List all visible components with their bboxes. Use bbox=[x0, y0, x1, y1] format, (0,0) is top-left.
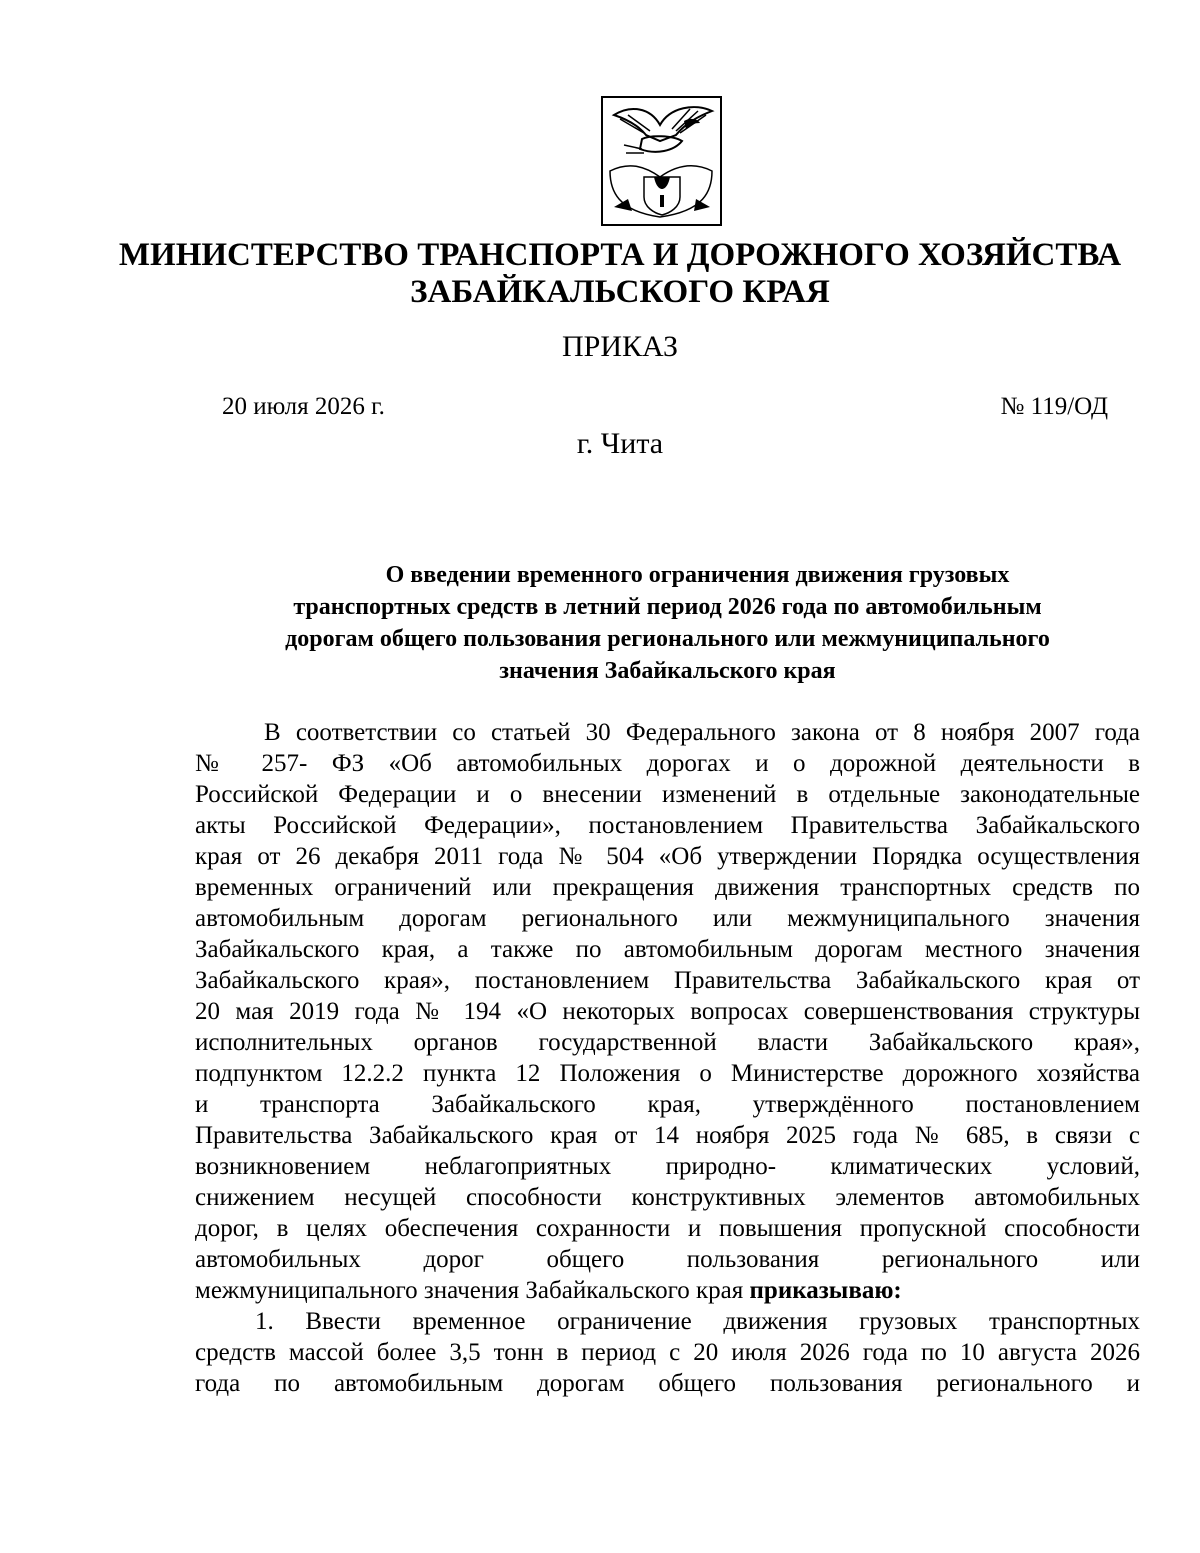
closing-text: межмуниципального значения Забайкальского края bbox=[195, 1277, 744, 1304]
item-1-line: 1. Ввести временное ограничение движения грузовых транспортных bbox=[255, 1308, 1140, 1335]
body-line: подпунктом 12.2.2 пункта 12 Положения о Министерстве дорожного хозяйства bbox=[195, 1060, 1140, 1087]
closing-bold: приказываю: bbox=[749, 1277, 902, 1304]
document-date: 20 июля 2026 г. bbox=[222, 393, 385, 420]
body-line: Забайкальского края», постановлением Правительства Забайкальского края от bbox=[195, 967, 1140, 994]
item-1-line: средств массой более 3,5 тонн в период с 20 июля 2026 года по 10 августа 2026 bbox=[195, 1339, 1140, 1366]
ministry-name-line-1: МИНИСТЕРСТВО ТРАНСПОРТА И ДОРОЖНОГО ХОЗЯЙСТВА bbox=[118, 237, 1122, 273]
body-line: Российской Федерации и о внесении изменений в отдельные законодательные bbox=[195, 781, 1140, 808]
document-city: г. Чита bbox=[576, 427, 664, 460]
body-line: исполнительных органов государственной власти Забайкальского края», bbox=[195, 1029, 1140, 1056]
closing-line bbox=[195, 1275, 1140, 1306]
body-line: Правительства Забайкальского края от 14 ноября 2025 года № 685, в связи с bbox=[195, 1122, 1140, 1149]
body-line: края от 26 декабря 2011 года № 504 «Об утверждении Порядка осуществления bbox=[195, 843, 1140, 870]
body-line: и транспорта Забайкальского края, утверждённого постановлением bbox=[195, 1091, 1140, 1118]
document-type: ПРИКАЗ bbox=[562, 330, 678, 363]
body-line: автомобильных дорог общего пользования регионального или bbox=[195, 1246, 1140, 1273]
order-title-line: О введении временного ограничения движения грузовых bbox=[385, 562, 1010, 588]
order-body bbox=[195, 717, 1140, 1399]
body-line: акты Российской Федерации», постановлением Правительства Забайкальского bbox=[195, 812, 1140, 839]
coat-of-arms-icon bbox=[600, 95, 723, 227]
body-line: автомобильным дорогам регионального или межмуниципального значения bbox=[195, 905, 1140, 932]
item-1-line: года по автомобильным дорогам общего пользования регионального и bbox=[195, 1370, 1140, 1397]
ministry-name-line-2: ЗАБАЙКАЛЬСКОГО КРАЯ bbox=[410, 274, 830, 310]
body-line: Забайкальского края, а также по автомобильным дорогам местного значения bbox=[195, 936, 1140, 963]
body-line: В соответствии со статьей 30 Федерального закона от 8 ноября 2007 года bbox=[264, 719, 1140, 746]
body-line: снижением несущей способности конструктивных элементов автомобильных bbox=[195, 1184, 1140, 1211]
body-line: дорог, в целях обеспечения сохранности и повышения пропускной способности bbox=[195, 1215, 1140, 1242]
order-title-line: дорогам общего пользования регионального или межмуниципального bbox=[285, 626, 1050, 652]
body-line: возникновением неблагоприятных природно‑ климатических условий, bbox=[195, 1153, 1140, 1180]
order-title-line: значения Забайкальского края bbox=[499, 658, 836, 684]
order-title-line: транспортных средств в летний период 2026 года по автомобильным bbox=[293, 594, 1042, 620]
body-line: № 257‑ ФЗ «Об автомобильных дорогах и о дорожной деятельности в bbox=[195, 750, 1140, 777]
body-line: 20 мая 2019 года № 194 «О некоторых вопросах совершенствования структуры bbox=[195, 998, 1140, 1025]
order-title bbox=[195, 559, 1140, 687]
body-line: временных ограничений или прекращения движения транспортных средств по bbox=[195, 874, 1140, 901]
document-number: № 119/ОД bbox=[1000, 393, 1108, 420]
